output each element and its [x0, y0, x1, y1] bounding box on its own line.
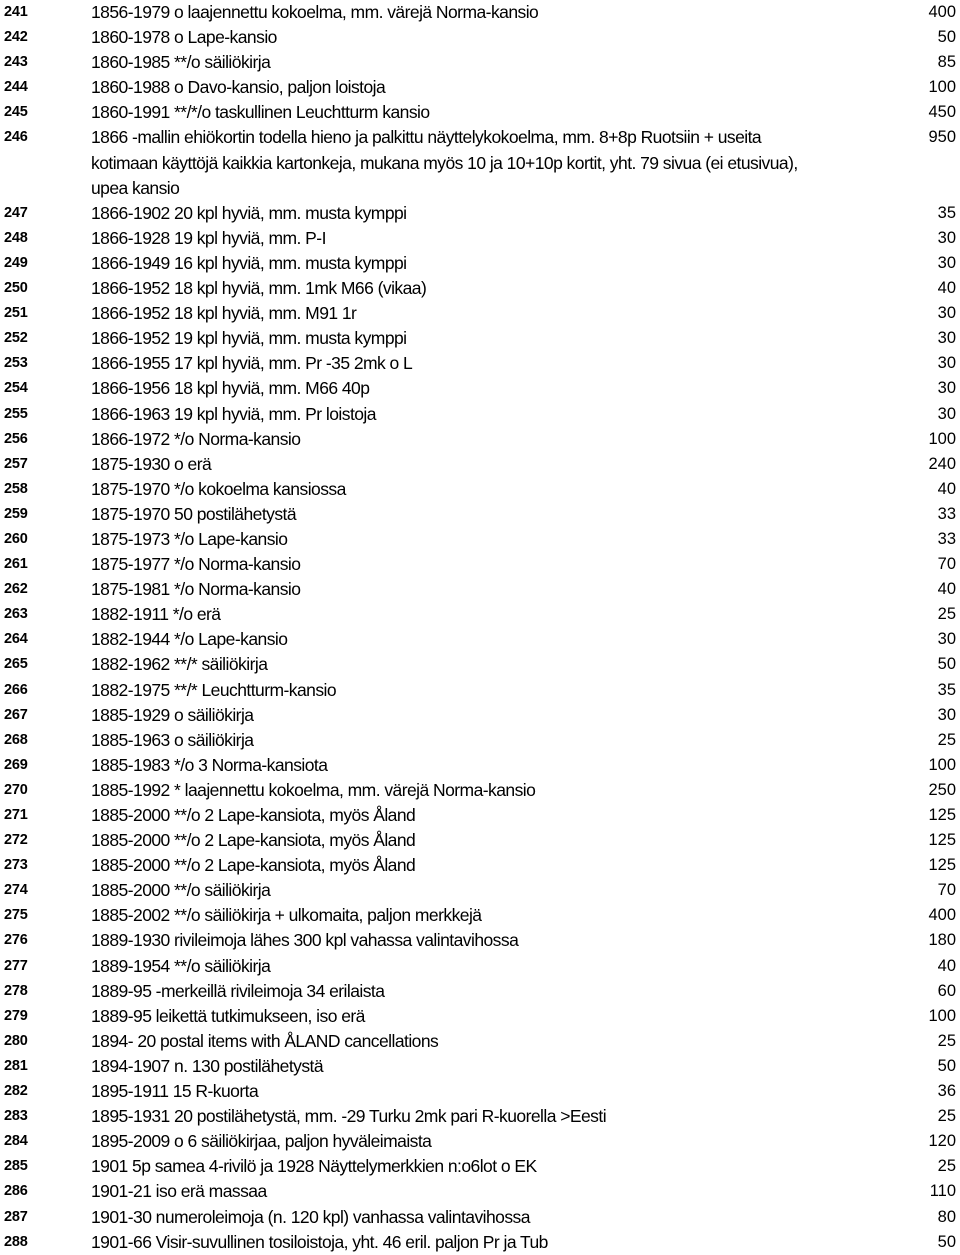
lot-description: 1895-1931 20 postilähetystä, mm. -29 Turku 2mk pari R-kuorella >Eesti [91, 1106, 607, 1127]
lot-price: 100 [928, 78, 956, 97]
lot-description: 1860-1978 o Lape-kansio [91, 27, 277, 48]
lot-number: 244 [4, 79, 28, 96]
lot-price: 35 [937, 680, 956, 699]
lot-description: 1901-66 Visir-suvullinen tosiloistoja, yht. 46 eril. paljon Pr ja Tub [91, 1231, 548, 1252]
lot-price: 400 [928, 906, 956, 925]
lot-description: 1875-1981 */o Norma-kansio [91, 579, 301, 600]
lot-description: 1885-2000 **/o 2 Lape-kansiota, myös Åland [91, 830, 416, 851]
lot-number: 242 [4, 29, 28, 46]
lot-number: 265 [4, 656, 28, 673]
lot-price: 30 [937, 630, 956, 649]
lot-description: 1885-2002 **/o säiliökirja + ulkomaita, paljon merkkejä [91, 905, 482, 926]
lot-price: 25 [937, 1157, 956, 1176]
lot-price: 25 [937, 605, 956, 624]
lot-row-245 [0, 100, 960, 125]
lot-number: 274 [4, 882, 28, 899]
lot-number: 278 [4, 982, 28, 999]
lot-description: 1889-1954 **/o säiliökirja [91, 955, 271, 976]
lot-description: 1866-1949 16 kpl hyviä, mm. musta kymppi [91, 252, 407, 273]
lot-number: 256 [4, 430, 28, 447]
lot-description: 1901-21 iso erä massaa [91, 1181, 267, 1202]
lot-row-279 [0, 1004, 960, 1029]
lot-description: 1866-1956 18 kpl hyviä, mm. M66 40p [91, 378, 370, 399]
lot-row-244 [0, 75, 960, 100]
lot-number: 258 [4, 480, 28, 497]
lot-number: 283 [4, 1108, 28, 1125]
lot-price: 50 [937, 28, 956, 47]
lot-description: 1894- 20 postal items with ÅLAND cancellations [91, 1030, 439, 1051]
lot-number: 272 [4, 832, 28, 849]
lot-number: 277 [4, 957, 28, 974]
lot-description: 1875-1970 50 postilähetystä [91, 503, 297, 524]
lot-price: 30 [937, 354, 956, 373]
lot-description: 1875-1977 */o Norma-kansio [91, 554, 301, 575]
lot-row-268 [0, 728, 960, 753]
lot-row-276 [0, 928, 960, 953]
lot-number: 254 [4, 380, 28, 397]
lot-price: 180 [928, 931, 956, 950]
lot-description: 1895-2009 o 6 säiliökirjaa, paljon hyväleimaista [91, 1131, 432, 1152]
lot-price: 50 [937, 1232, 956, 1251]
lot-number: 261 [4, 556, 28, 573]
lot-row-270 [0, 778, 960, 803]
lot-description: 1860-1988 o Davo-kansio, paljon loistoja [91, 77, 386, 98]
lot-price: 70 [937, 881, 956, 900]
lot-number: 284 [4, 1133, 28, 1150]
lot-number: 276 [4, 932, 28, 949]
lot-description: 1866 -mallin ehiökortin todella hieno ja palkittu näyttelykokoelma, mm. 8+8p Ruotsiin + useita kotimaan käyttöjä kaikkia kartonkeja, mukana myös 10 ja 10+10p kortit, yht. 79 sivua (ei etusivua), upea kansio [91, 127, 798, 198]
lot-description: 1856-1979 o laajennettu kokoelma, mm. värejä Norma-kansio [91, 2, 539, 22]
lot-number: 248 [4, 229, 28, 246]
lot-description: 1885-1992 * laajennettu kokoelma, mm. värejä Norma-kansio [91, 779, 536, 800]
lot-row-246 [0, 125, 960, 200]
lot-price: 100 [928, 429, 956, 448]
lot-number: 285 [4, 1158, 28, 1175]
lot-row-249 [0, 251, 960, 276]
lot-price: 250 [928, 780, 956, 799]
lot-description: 1866-1952 19 kpl hyviä, mm. musta kymppi [91, 328, 407, 349]
lot-description: 1885-1983 */o 3 Norma-kansiota [91, 754, 328, 775]
lot-row-257 [0, 452, 960, 477]
lot-number: 270 [4, 781, 28, 798]
lot-row-278 [0, 979, 960, 1004]
lot-description: 1866-1955 17 kpl hyviä, mm. Pr -35 2mk o L [91, 353, 413, 374]
lot-number: 288 [4, 1233, 28, 1250]
lot-description: 1895-1911 15 R-kuorta [91, 1081, 259, 1102]
lot-row-264 [0, 627, 960, 652]
lot-description: 1882-1975 **/* Leuchtturm-kansio [91, 679, 337, 700]
lot-number: 275 [4, 907, 28, 924]
lot-price: 80 [937, 1207, 956, 1226]
lot-description: 1875-1930 o erä [91, 453, 212, 474]
lot-price: 40 [937, 956, 956, 975]
lot-number: 266 [4, 681, 28, 698]
lot-row-255 [0, 402, 960, 427]
lot-row-242 [0, 25, 960, 50]
lot-price: 40 [937, 479, 956, 498]
lot-row-253 [0, 351, 960, 376]
lot-number: 271 [4, 807, 28, 824]
lot-number: 250 [4, 280, 28, 297]
lot-description: 1885-2000 **/o 2 Lape-kansiota, myös Åland [91, 805, 416, 826]
lot-row-248 [0, 226, 960, 251]
lot-number: 262 [4, 581, 28, 598]
lot-row-275 [0, 903, 960, 928]
lot-row-271 [0, 803, 960, 828]
lot-row-280 [0, 1029, 960, 1054]
lot-number: 267 [4, 706, 28, 723]
lot-row-252 [0, 326, 960, 351]
lot-row-287 [0, 1205, 960, 1230]
lot-row-272 [0, 828, 960, 853]
lot-number: 260 [4, 530, 28, 547]
lot-number: 263 [4, 606, 28, 623]
lot-row-288 [0, 1230, 960, 1255]
lot-price: 25 [937, 1031, 956, 1050]
lot-row-281 [0, 1054, 960, 1079]
lot-price: 30 [937, 705, 956, 724]
lot-number: 243 [4, 54, 28, 71]
lot-description: 1885-1963 o säiliökirja [91, 729, 254, 750]
lot-price: 33 [937, 529, 956, 548]
lot-number: 268 [4, 731, 28, 748]
lot-price: 40 [937, 279, 956, 298]
lot-description: 1882-1911 */o erä [91, 604, 221, 625]
lot-number: 252 [4, 330, 28, 347]
lot-price: 70 [937, 555, 956, 574]
lot-row-286 [0, 1179, 960, 1204]
lot-description: 1894-1907 n. 130 postilähetystä [91, 1055, 324, 1076]
lot-number: 269 [4, 756, 28, 773]
lot-price: 50 [937, 1056, 956, 1075]
lot-price: 125 [928, 806, 956, 825]
lot-description: 1866-1902 20 kpl hyviä, mm. musta kymppi [91, 202, 407, 223]
lot-price: 35 [937, 203, 956, 222]
lot-row-259 [0, 502, 960, 527]
lot-row-267 [0, 703, 960, 728]
lot-description: 1866-1972 */o Norma-kansio [91, 428, 301, 449]
lot-number: 257 [4, 455, 28, 472]
lot-row-277 [0, 954, 960, 979]
lot-number: 286 [4, 1183, 28, 1200]
lot-description: 1882-1962 **/* säiliökirja [91, 654, 268, 675]
lot-number: 247 [4, 204, 28, 221]
lot-price: 40 [937, 580, 956, 599]
lot-description: 1885-1929 o säiliökirja [91, 704, 254, 725]
lot-price: 125 [928, 856, 956, 875]
lot-price: 50 [937, 655, 956, 674]
lot-price: 30 [937, 329, 956, 348]
lot-description: 1901-30 numeroleimoja (n. 120 kpl) vanhassa valintavihossa [91, 1206, 530, 1227]
lot-row-282 [0, 1079, 960, 1104]
lot-description: 1901 5p samea 4-rivilö ja 1928 Näyttelymerkkien n:o6lot o EK [91, 1156, 537, 1177]
lot-price: 30 [937, 379, 956, 398]
lot-row-241 [0, 0, 960, 25]
lot-number: 279 [4, 1007, 28, 1024]
lot-number: 280 [4, 1032, 28, 1049]
lot-price: 240 [928, 454, 956, 473]
lot-number: 273 [4, 857, 28, 874]
lot-row-250 [0, 276, 960, 301]
lot-price: 400 [928, 3, 956, 21]
lot-row-262 [0, 577, 960, 602]
lot-row-247 [0, 201, 960, 226]
lot-price: 100 [928, 755, 956, 774]
lot-row-266 [0, 678, 960, 703]
lot-number: 281 [4, 1057, 28, 1074]
lot-row-269 [0, 753, 960, 778]
lot-description: 1866-1928 19 kpl hyviä, mm. P-I [91, 227, 326, 248]
lot-description: 1889-95 -merkeillä rivileimoja 34 erilaista [91, 980, 385, 1001]
lot-description: 1889-1930 rivileimoja lähes 300 kpl vahassa valintavihossa [91, 930, 519, 951]
lot-description: 1882-1944 */o Lape-kansio [91, 629, 288, 650]
lot-price: 450 [928, 103, 956, 122]
lot-row-261 [0, 552, 960, 577]
lot-description: 1875-1970 */o kokoelma kansiossa [91, 478, 346, 499]
lot-description: 1885-2000 **/o 2 Lape-kansiota, myös Åland [91, 855, 416, 876]
lot-number: 253 [4, 355, 28, 372]
lot-number: 246 [4, 129, 28, 146]
lot-row-254 [0, 376, 960, 401]
lot-number: 249 [4, 254, 28, 271]
lot-row-284 [0, 1129, 960, 1154]
lot-number: 259 [4, 505, 28, 522]
lot-number: 287 [4, 1208, 28, 1225]
lot-description: 1875-1973 */o Lape-kansio [91, 528, 288, 549]
lot-price: 120 [928, 1132, 956, 1151]
lot-row-256 [0, 427, 960, 452]
lot-row-265 [0, 652, 960, 677]
lot-row-273 [0, 853, 960, 878]
lot-description: 1889-95 leikettä tutkimukseen, iso erä [91, 1005, 365, 1026]
lot-price: 36 [937, 1082, 956, 1101]
lot-number: 282 [4, 1083, 28, 1100]
lot-price: 33 [937, 504, 956, 523]
lot-price: 30 [937, 253, 956, 272]
lot-price: 125 [928, 831, 956, 850]
lot-row-283 [0, 1104, 960, 1129]
lot-price: 100 [928, 1006, 956, 1025]
lot-row-260 [0, 527, 960, 552]
lot-description: 1866-1952 18 kpl hyviä, mm. 1mk M66 (vikaa) [91, 278, 427, 299]
lot-description: 1866-1952 18 kpl hyviä, mm. M91 1r [91, 303, 357, 324]
lot-row-258 [0, 477, 960, 502]
lot-price: 25 [937, 1107, 956, 1126]
lot-number: 255 [4, 405, 28, 422]
lot-number: 241 [4, 4, 28, 20]
lot-price: 950 [928, 128, 956, 147]
lot-price: 85 [937, 53, 956, 72]
lot-description: 1885-2000 **/o säiliökirja [91, 880, 271, 901]
lot-price: 30 [937, 304, 956, 323]
lot-description: 1866-1963 19 kpl hyviä, mm. Pr loistoja [91, 403, 376, 424]
lot-price: 25 [937, 730, 956, 749]
lot-price: 60 [937, 981, 956, 1000]
lot-number: 264 [4, 631, 28, 648]
lot-row-263 [0, 602, 960, 627]
lot-price: 30 [937, 228, 956, 247]
lot-description: 1860-1985 **/o säiliökirja [91, 52, 271, 73]
lot-row-285 [0, 1154, 960, 1179]
lot-description: 1860-1991 **/*/o taskullinen Leuchtturm kansio [91, 102, 430, 123]
lot-price: 110 [929, 1182, 956, 1201]
lot-price: 30 [937, 404, 956, 423]
lot-number: 245 [4, 104, 28, 121]
lot-number: 251 [4, 305, 28, 322]
lot-row-251 [0, 301, 960, 326]
lot-row-243 [0, 50, 960, 75]
lot-row-274 [0, 878, 960, 903]
